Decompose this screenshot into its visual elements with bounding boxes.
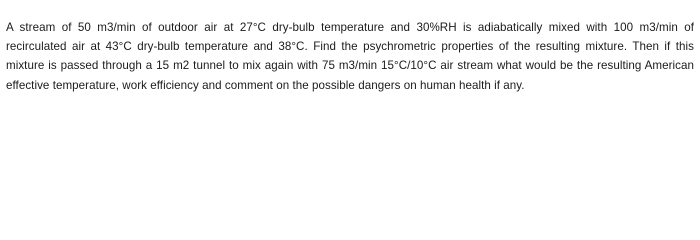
question-paragraph: A stream of 50 m3/min of outdoor air at 27°C dry-bulb temperature and 30%RH is adiabatically mixed with 100 m3/min of recirculated air at 43°C dry-bulb temperature and 38°C. Find the psychrometric properties of the resulting mixture. Then if this mixture is passed through a 15 m2 tunnel to mix again with 75 m3/min 15°C/10°C air stream what would be the resulting American effective temperature, work efficiency and comment on the possible dangers on human health if any.: [6, 21, 694, 92]
